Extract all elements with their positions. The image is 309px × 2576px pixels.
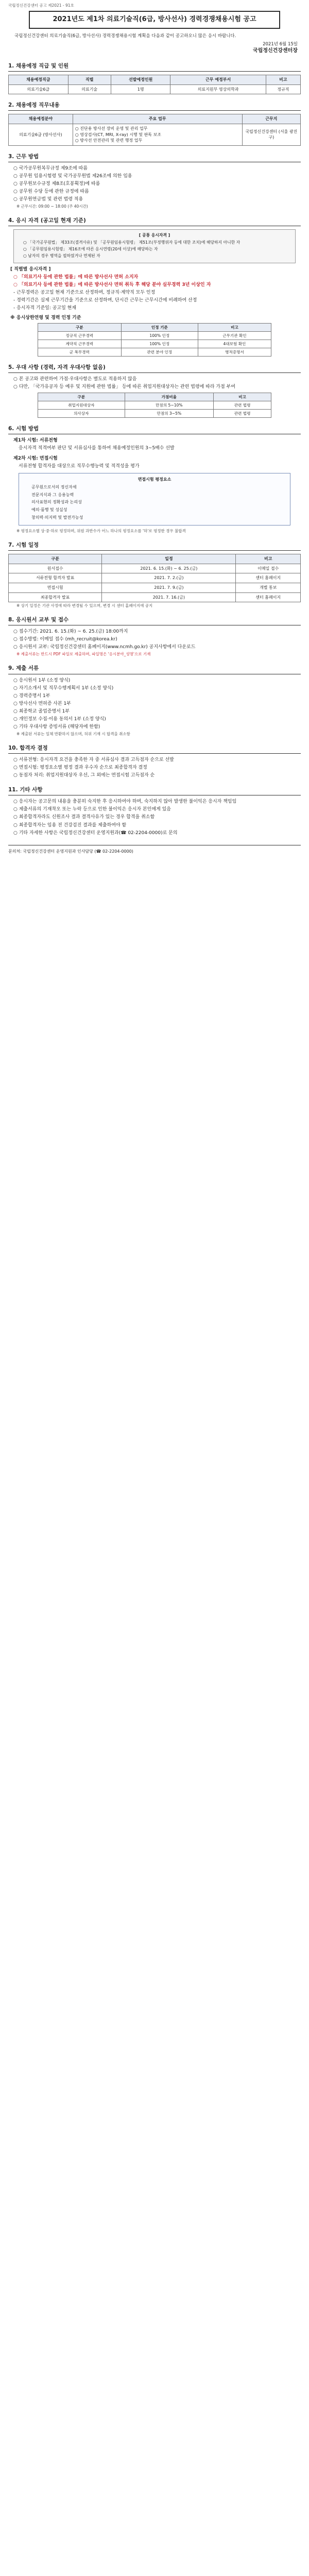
th: 직렬 [68,75,111,85]
td: 근무기관 확인 [198,331,271,340]
box-title: 면접시험 평정요소 [138,477,171,482]
td: 의료기술6급 (방사선사) [9,124,73,146]
hiring-table [8,75,301,94]
sub-title: [ 직렬별 응시자격 ] [10,266,51,272]
contact-info: 문의처: 국립정신건강센터 운영지원과 인사담당 (☎ 02-2204-0000) [8,845,301,855]
interview-note: ※ 평정요소별 상·중·하로 평정하며, 위원 과반수가 어느 하나의 평정요소를 '하'로 평정한 경우 불합격 [16,529,186,534]
interview-criteria-box [19,473,290,526]
td: 관련 법령 [213,401,271,410]
td: 의사상자 [38,410,125,418]
announcement-page [4,0,305,865]
stage-1-title: 제1차 시험: 서류전형 [13,438,58,444]
list-item: - 근무경력은 공고일 현재 기준으로 산정하며, 정규직·계약직 모두 인정 [13,290,301,296]
td: 국립정신건강센터 (서울 광진구) [242,124,300,146]
th: 비고 [236,554,301,564]
th: 인정 기준 [121,323,198,331]
td: 군 복무경력 [38,348,121,356]
section-1-title: 1. 채용예정 직급 및 인원 [8,62,301,72]
page-title: 2021년도 제1차 의료기술직(6급, 방사선사) 경력경쟁채용시험 공고 [29,11,280,29]
documents-list [13,677,301,731]
list-item: ○ 「공무원임용시험령」 제16조에 따른 응시연령(20세 이상)에 해당하는 자 [23,246,291,252]
section-5-title: 5. 우대 사항 (경력, 자격 우대사항 없음) [8,364,301,373]
list-item: ○ 「의료기사 등에 관한 법률」에 따른 방사선사 면허 취득 후 해당 분야 실무경력 3년 이상인 자 [13,282,301,289]
td: 의료기술 [68,84,111,94]
td: 1명 [111,84,170,94]
list-item: ○ 자기소개서 및 직무수행계획서 1부 (소정 양식) [13,685,301,692]
list-item: ○ 접수기간: 2021. 6. 15.(화) ~ 6. 25.(금) 18:00까지 [13,629,301,635]
th: 비고 [198,323,271,331]
application-note: ※ 제출서류는 반드시 PDF 파일로 제출하며, 파일명은 '응시분야_성명'으로 기재 [16,652,151,657]
list-item: ○ 국가공무원복무규정 제9조에 따름 [13,165,301,172]
section-10-title: 10. 합격자 결정 [8,744,301,754]
stage-2-desc: 서류전형 합격자를 대상으로 직무수행능력 및 적격성을 평가 [19,463,140,469]
list-item: ○ 공무원보수규정 제8조(호봉획정)에 따름 [13,181,301,188]
list-item: ○ 공무원연금법 및 관련 법령 적용 [13,196,301,203]
section-3-title: 3. 근무 방법 [8,153,301,162]
schedule-table [8,554,301,602]
th: 근무지 [242,114,300,124]
td: 의료지원부 영상의학과 [170,84,266,94]
list-item: ○ 최종학교 졸업증명서 1부 [13,708,301,715]
list-item: ○ 「국가공무원법」 제33조(결격사유) 및 「공무원임용시험령」 제51조(부정행위자 등에 대한 조치)에 해당하지 아니한 자 [23,240,291,245]
notice-date: 2021년 6월 15일 [263,42,298,47]
specific-qual-list [13,274,301,289]
section-6-title: 6. 시험 방법 [8,425,301,434]
th: 가점비율 [125,393,213,401]
list-item: 공무원으로서의 정신자세 [31,485,77,490]
th: 비고 [266,75,300,85]
common-qual-box [13,229,296,263]
td: 만점의 3~5% [125,410,213,418]
list-item: ○ 기타 우대사항 증빙서류 (해당자에 한함) [13,724,301,731]
section-4-title: 4. 응시 자격 (공고일 현재 기준) [8,217,301,226]
duty-table [8,114,301,145]
td: 2021. 6. 15.(화) ~ 6. 25.(금) [102,564,236,573]
list-item: - 경력기간은 실제 근무기간을 기준으로 산정하며, 단시간 근무는 근무시간에 비례하여 산정 [13,297,301,304]
th: 일정 [102,554,236,564]
list-item: ○ 경력증명서 1부 [13,693,301,700]
list-item: ○ 최종합격자는 임용 전 건강검진 결과를 제출하여야 함 [13,822,301,829]
intro-text: 국립정신건강센터 의료기술직(6급, 방사선사) 경력경쟁채용시험 계획을 다음과 같이 공고하오니 많은 응시 바랍니다. [14,33,236,39]
th: 비고 [213,393,271,401]
th: 구분 [38,323,121,331]
list-item: ○ 응시자는 공고문의 내용을 충분히 숙지한 후 응시하여야 하며, 숙지하지 않아 발생한 불이익은 응시자 책임임 [13,799,301,805]
list-item: ○ 다만, 「국가유공자 등 예우 및 지원에 관한 법률」 등에 따른 취업지원대상자는 관련 법령에 따라 가점 부여 [13,384,301,391]
td: 관련 분야 인정 [121,348,198,356]
section-2-title: 2. 채용예정 직무내용 [8,101,301,111]
list-item: - 응시자격 기준일: 공고일 현재 [13,305,301,312]
table-title: ※ 응시상한연령 및 경력 인정 기준 [10,315,81,320]
stage-2-title: 제2차 시험: 면접시험 [13,455,58,461]
td: 개별 통보 [236,583,301,593]
td: 2021. 7. 9.(금) [102,583,236,593]
schedule-note: ※ 상기 일정은 기관 사정에 따라 변경될 수 있으며, 변경 시 센터 홈페이지에 공지 [16,603,153,608]
common-qual-list [23,240,291,259]
td: 2021. 7. 16.(금) [102,592,236,602]
th: 선발예정인원 [111,75,170,85]
td: 의료기술6급 [9,84,68,94]
documents-note: ※ 제출된 서류는 일체 반환하지 않으며, 허위 기재 시 합격을 취소함 [16,731,130,736]
application-list [13,629,301,651]
bonus-table [38,393,271,418]
notice-number: 국립정신건강센터 공고 제2021 - 91호 [8,3,74,8]
td: 관련 법령 [213,410,271,418]
th: 구분 [38,393,125,401]
list-item: 전문지식과 그 응용능력 [31,492,74,497]
stage-1-desc: 응시자격 적격여부 판단 및 서류심사를 통하여 채용예정인원의 3~5배수 선발 [19,446,175,451]
td: 4대보험 확인 [198,340,271,348]
career-table [38,323,271,357]
list-item: ○ 기타 자세한 사항은 국립정신건강센터 운영지원과(☎ 02-2204-0000)로 문의 [13,830,301,837]
td: 이메일 접수 [236,564,301,573]
box-title: [ 공통 응시자격 ] [139,233,170,238]
list-item: 의사표현의 정확성과 논리성 [31,500,82,505]
list-item: ○ 「의료기사 등에 관한 법률」에 따른 방사선사 면허 소지자 [13,274,301,281]
section-7-title: 7. 시험 일정 [8,541,301,551]
th: 구분 [9,554,102,564]
list-item: ○ 제출서류의 기재착오 또는 누락 등으로 인한 불이익은 응시자 본인에게 있음 [13,806,301,813]
list-item: ○ 접수방법: 이메일 접수 (mh_recruit@korea.kr) [13,636,301,643]
list-item: 예의·품행 및 성실성 [31,507,67,512]
list-item: ○ 동점자 처리: 취업지원대상자 우선, 그 외에는 면접시험 고득점자 순 [13,772,301,779]
list-item: ○ 공무원 임용시험령 및 국가공무원법 제26조에 의한 임용 [13,173,301,180]
misc-list [13,799,301,836]
work-list [13,165,301,203]
td: 센터 홈페이지 [236,573,301,583]
th: 주요 업무 [73,114,242,124]
td: 100% 인정 [121,340,198,348]
td: 서류전형 합격자 발표 [9,573,102,583]
section-9-title: 9. 제출 서류 [8,665,301,674]
date-org [8,41,298,55]
list-item: ○ 응시원서 교부: 국립정신건강센터 홈페이지(www.ncmh.go.kr) 공지사항에서 다운로드 [13,644,301,651]
th: 채용예정직급 [9,75,68,85]
td: 취업지원대상자 [38,401,125,410]
th: 채용예정분야 [9,114,73,124]
extra-qual-list [13,290,301,312]
list-item: 창의력·의지력 및 발전가능성 [31,515,83,520]
td: 면접시험 [9,583,102,593]
td: 병적증명서 [198,348,271,356]
list-item: ○ 공무원 수당 등에 관한 규정에 따름 [13,189,301,195]
td: 정규직 근무경력 [38,331,121,340]
list-item: ○ 개인정보 수집·이용 동의서 1부 (소정 양식) [13,716,301,723]
td: 최종합격자 발표 [9,592,102,602]
td: 100% 인정 [121,331,198,340]
td: 정규직 [266,84,300,94]
td: ○ 진단용 방사선 장비 운영 및 관리 업무 ○ 영상검사(CT, MRI, X-ray) 시행 및 판독 보조 ○ 방사선 안전관리 및 관련 행정 업무 [73,124,242,146]
criteria-list [31,484,285,520]
list-item: ○ 응시원서 1부 (소정 양식) [13,677,301,684]
td: 계약직 근무경력 [38,340,121,348]
list-item: ○ 본 공고와 관련하여 가점·우대사항은 별도로 적용하지 않음 [13,376,301,383]
td: 원서접수 [9,564,102,573]
list-item: ○ 서류전형: 응시자격 요건을 충족한 자 중 서류심사 결과 고득점자 순으로 선발 [13,757,301,764]
result-list [13,757,301,779]
work-note: ※ 근무시간: 09:00 ~ 18:00 (주 40시간) [16,204,88,209]
list-item: ○ 방사선사 면허증 사본 1부 [13,701,301,707]
th: 근무 예정부서 [170,75,266,85]
list-item: ○ 남자의 경우 병역을 필하였거나 면제된 자 [23,253,291,259]
td: 만점의 5~10% [125,401,213,410]
exam-stages [13,437,301,469]
section-8-title: 8. 응시원서 교부 및 접수 [8,616,301,625]
org-name: 국립정신건강센터장 [253,48,298,54]
td: 2021. 7. 2.(금) [102,573,236,583]
section-11-title: 11. 기타 사항 [8,786,301,795]
list-item: ○ 최종합격자라도 신원조사 결과 결격사유가 있는 경우 합격을 취소함 [13,814,301,821]
preference-list [13,376,301,391]
list-item: ○ 면접시험: 평정요소별 평정 결과 우수자 순으로 최종합격자 결정 [13,765,301,771]
td: 센터 홈페이지 [236,592,301,602]
